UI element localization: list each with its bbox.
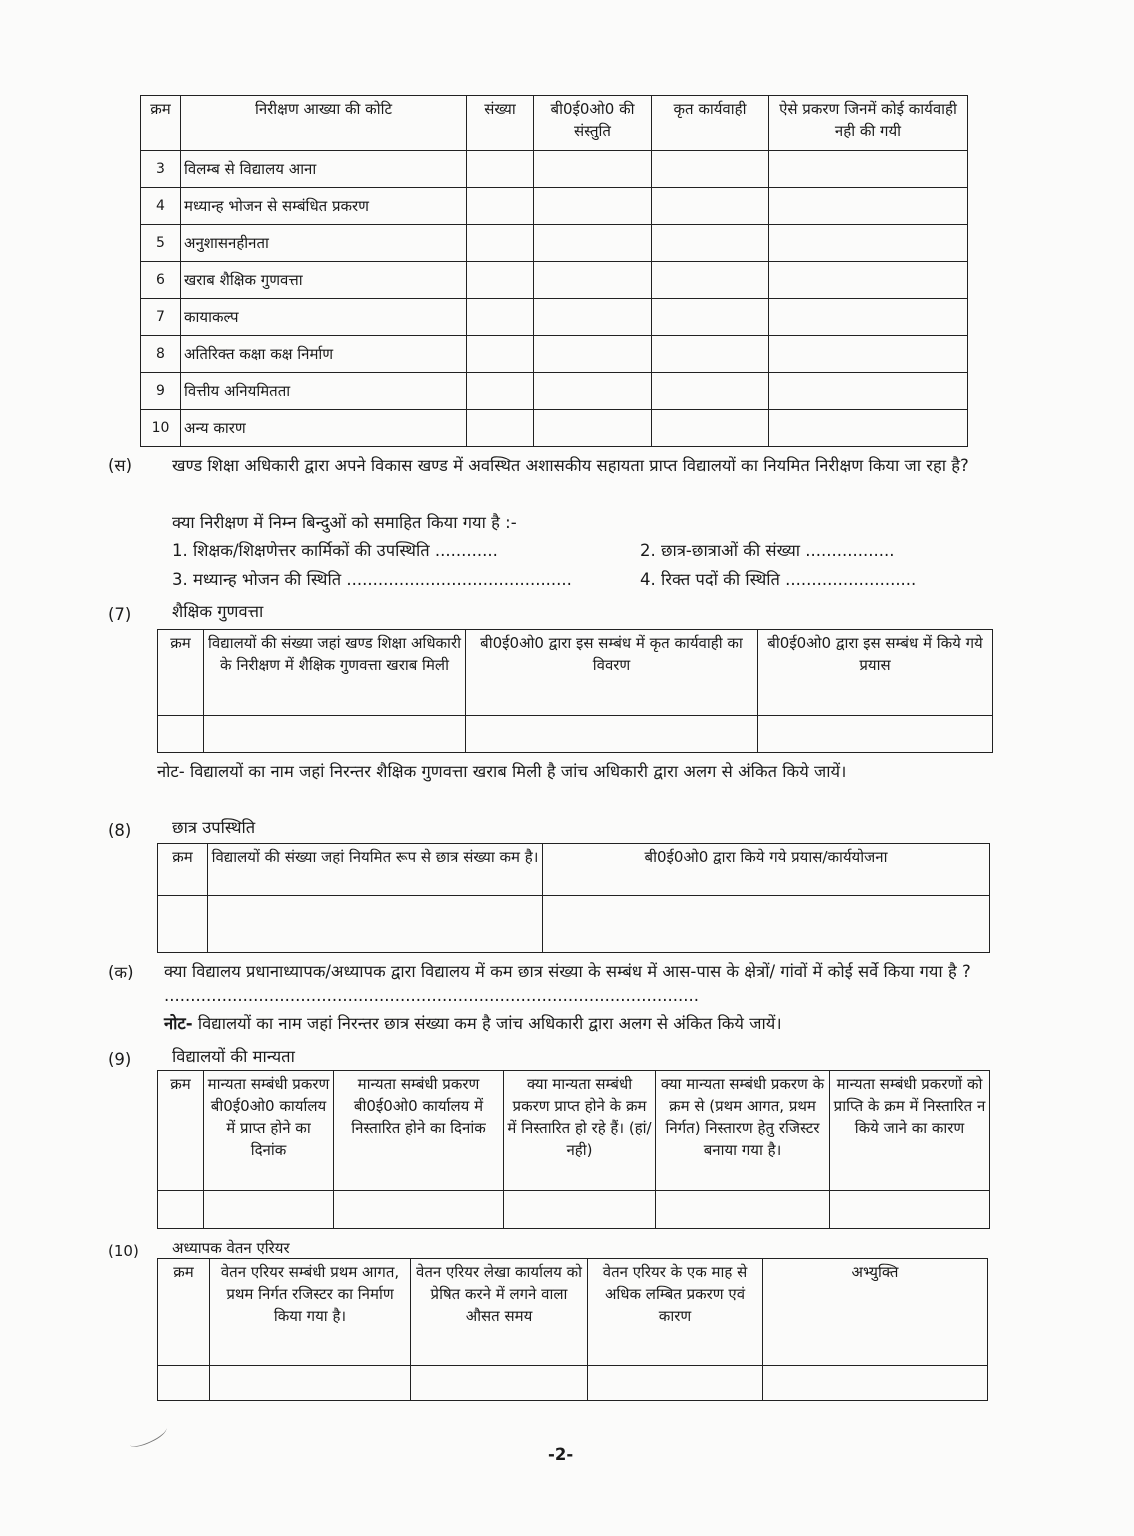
empty-cell [769,410,968,447]
student-attendance-table [157,843,990,953]
serial-cell: 4 [141,188,181,225]
table-row [141,373,968,410]
empty-cell [466,716,758,753]
serial-cell: 9 [141,373,181,410]
category-cell: अनुशासनहीनता [181,225,467,262]
serial-cell: 7 [141,299,181,336]
serial-cell [158,716,204,753]
empty-cell [467,336,534,373]
column-header: क्रम [141,96,181,151]
empty-cell [467,188,534,225]
section-sa-marker: (स) [108,456,133,475]
section-sa-question: खण्ड शिक्षा अधिकारी द्वारा अपने विकास खण्ड में अवस्थित अशासकीय सहायता प्राप्त विद्यालयों का नियमित निरीक्षण किया जा रहा है? [172,456,969,475]
initials-signature [127,1422,169,1451]
empty-cell [534,410,652,447]
table-row [141,188,968,225]
serial-cell [158,896,208,953]
section-sa-subquestion: क्या निरीक्षण में निम्न बिन्दुओं को समाहित किया गया है :- [172,513,517,532]
empty-cell [652,410,769,447]
school-recognition-table [157,1070,990,1229]
category-cell: वित्तीय अनियमितता [181,373,467,410]
empty-cell [334,1191,504,1229]
empty-cell [204,1191,334,1229]
column-header: विद्यालयों की संख्या जहां खण्ड शिक्षा अधिकारी के निरीक्षण में शैक्षिक गुणवत्ता खराब मिली [204,630,466,716]
section-ka-question: क्या विद्यालय प्रधानाध्यापक/अध्यापक द्वारा विद्यालय में कम छात्र संख्या के सम्बंध में आस-पास के क्षेत्रों/ गांवों में कोई सर्वे किया गया है ? ...................................................................................................... [164,962,971,1005]
header-row [141,96,968,151]
empty-cell [769,151,968,188]
section-9-title: विद्यालयों की मान्यता [172,1047,295,1066]
empty-cell [534,262,652,299]
empty-cell [208,896,543,953]
empty-cell [411,1366,588,1401]
empty-cell [534,188,652,225]
column-header: संख्या [467,96,534,151]
category-cell: कायाकल्प [181,299,467,336]
section-10-title: अध्यापक वेतन एरियर [172,1239,290,1257]
header-row [158,844,990,896]
empty-cell [830,1191,990,1229]
serial-cell: 10 [141,410,181,447]
section-8-title: छात्र उपस्थिति [172,818,256,837]
category-cell: विलम्ब से विद्यालय आना [181,151,467,188]
table-row [141,336,968,373]
educational-quality-table [157,629,993,753]
empty-cell [652,262,769,299]
empty-cell [758,716,993,753]
column-header: क्रम [158,1071,204,1191]
empty-cell [652,336,769,373]
column-header: क्रम [158,844,208,896]
inspection-report-table [140,95,968,447]
section-10-marker: (10) [108,1242,139,1260]
category-cell: अतिरिक्त कक्षा कक्ष निर्माण [181,336,467,373]
empty-cell [467,262,534,299]
section-7-title: शैक्षिक गुणवत्ता [172,602,264,621]
empty-cell [652,225,769,262]
serial-cell: 8 [141,336,181,373]
empty-cell [769,336,968,373]
column-header: निरीक्षण आख्या की कोटि [181,96,467,151]
table-row [158,1191,990,1229]
column-header: कृत कार्यवाही [652,96,769,151]
table-row [158,896,990,953]
serial-cell: 3 [141,151,181,188]
table-row [141,151,968,188]
section-8-marker: (8) [108,821,132,840]
empty-cell [652,373,769,410]
empty-cell [769,225,968,262]
column-header: मान्यता सम्बंधी प्रकरणों को प्राप्ति के क्रम में निस्तारित न किये जाने का कारण [830,1071,990,1191]
empty-cell [534,336,652,373]
empty-cell [588,1366,763,1401]
column-header: क्या मान्यता सम्बंधी प्रकरण प्राप्त होने के क्रम में निस्तारित हो रहे हैं। (हां/नही) [504,1071,656,1191]
note-label: नोट- [164,1014,193,1033]
section-9-marker: (9) [108,1050,132,1069]
category-cell: अन्य कारण [181,410,467,447]
column-header: बी0ई0ओ0 द्वारा किये गये प्रयास/कार्ययोजना [543,844,990,896]
empty-cell [769,299,968,336]
column-header: मान्यता सम्बंधी प्रकरण बी0ई0ओ0 कार्यालय में निस्तारित होने का दिनांक [334,1071,504,1191]
column-header: विद्यालयों की संख्या जहां नियमित रूप से छात्र संख्या कम है। [208,844,543,896]
table-row [141,299,968,336]
page-number: -2- [548,1445,574,1464]
section-7-note: नोट- विद्यालयों का नाम जहां निरन्तर शैक्षिक गुणवत्ता खराब मिली है जांच अधिकारी द्वारा अलग से अंकित किये जायें। [157,762,847,781]
empty-cell [467,373,534,410]
point-2: 2. छात्र-छात्राओं की संख्या ................. [640,541,895,560]
section-ka-marker: (क) [108,963,134,982]
empty-cell [467,151,534,188]
serial-cell [158,1191,204,1229]
note-text: विद्यालयों का नाम जहां निरन्तर छात्र संख्या कम है जांच अधिकारी द्वारा अलग से अंकित किये जायें। [192,1014,782,1033]
empty-cell [467,410,534,447]
empty-cell [210,1366,411,1401]
point-4: 4. रिक्त पदों की स्थिति ......................... [640,570,917,589]
category-cell: खराब शैक्षिक गुणवत्ता [181,262,467,299]
empty-cell [769,188,968,225]
empty-cell [534,373,652,410]
section-ka-note [164,1013,782,1035]
column-header: क्या मान्यता सम्बंधी प्रकरण के क्रम से (प्रथम आगत, प्रथम निर्गत) निस्तारण हेतु रजिस्टर बनाया गया है। [656,1071,830,1191]
empty-cell [769,262,968,299]
serial-cell: 5 [141,225,181,262]
serial-cell: 6 [141,262,181,299]
column-header: क्रम [158,630,204,716]
empty-cell [652,299,769,336]
table-row [158,1366,988,1401]
table-row [141,262,968,299]
header-row [158,1071,990,1191]
empty-cell [763,1366,988,1401]
column-header: वेतन एरियर सम्बंधी प्रथम आगत, प्रथम निर्गत रजिस्टर का निर्माण किया गया है। [210,1259,411,1366]
empty-cell [543,896,990,953]
serial-cell [158,1366,210,1401]
column-header: वेतन एरियर के एक माह से अधिक लम्बित प्रकरण एवं कारण [588,1259,763,1366]
empty-cell [534,151,652,188]
header-row [158,1259,988,1366]
empty-cell [656,1191,830,1229]
column-header: वेतन एरियर लेखा कार्यालय को प्रेषित करने में लगने वाला औसत समय [411,1259,588,1366]
header-row [158,630,993,716]
table-row [141,410,968,447]
empty-cell [769,373,968,410]
table-row [158,716,993,753]
column-header: अभ्युक्ति [763,1259,988,1366]
empty-cell [504,1191,656,1229]
point-3: 3. मध्यान्ह भोजन की स्थिति ........................................... [172,570,572,589]
section-7-marker: (7) [108,605,132,624]
column-header: मान्यता सम्बंधी प्रकरण बी0ई0ओ0 कार्यालय में प्राप्त होने का दिनांक [204,1071,334,1191]
column-header: बी0ई0ओ0 द्वारा इस सम्बंध में किये गये प्रयास [758,630,993,716]
category-cell: मध्यान्ह भोजन से सम्बंधित प्रकरण [181,188,467,225]
point-1: 1. शिक्षक/शिक्षणेत्तर कार्मिकों की उपस्थिति ............ [172,541,498,560]
empty-cell [652,188,769,225]
column-header: ऐसे प्रकरण जिनमें कोई कार्यवाही नही की गयी [769,96,968,151]
column-header: बी0ई0ओ0 द्वारा इस सम्बंध में कृत कार्यवाही का विवरण [466,630,758,716]
table-row [141,225,968,262]
column-header: क्रम [158,1259,210,1366]
salary-arrears-table [157,1258,988,1401]
column-header: बी0ई0ओ0 की संस्तुति [534,96,652,151]
empty-cell [534,299,652,336]
empty-cell [467,225,534,262]
empty-cell [467,299,534,336]
empty-cell [204,716,466,753]
empty-cell [652,151,769,188]
empty-cell [534,225,652,262]
